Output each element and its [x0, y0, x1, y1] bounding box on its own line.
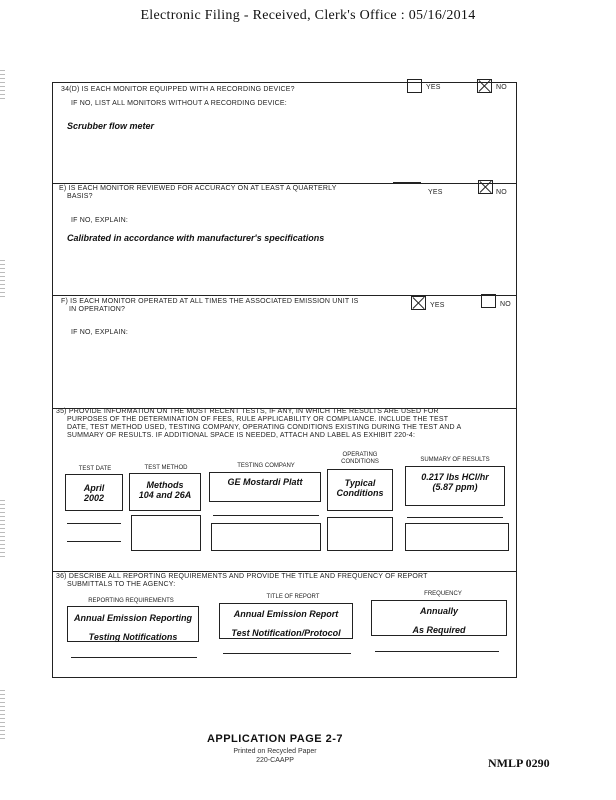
report-title-2: Test Notification/Protocol — [231, 628, 341, 638]
q34e-question-line1: E) IS EACH MONITOR REVIEWED FOR ACCURACY ON AT LEAST A QUARTERLY — [59, 185, 337, 192]
q35-text-line1: 35) PROVIDE INFORMATION ON THE MOST RECENT TESTS, IF ANY, IN WHICH THE RESULTS ARE USED FOR — [56, 408, 439, 415]
form-code: 220-CAAPP — [256, 757, 294, 764]
scan-artifact — [0, 690, 5, 740]
q34d-no-label: NO — [496, 84, 507, 91]
conditions-line2: Conditions — [336, 488, 384, 498]
efiling-header: Electronic Filing - Received, Clerk's Office : 05/16/2014 — [140, 8, 476, 23]
q36-text-line1: 36) DESCRIBE ALL REPORTING REQUIREMENTS AND PROVIDE THE TITLE AND FREQUENCY OF REPORT — [56, 573, 428, 580]
scan-artifact — [0, 70, 5, 100]
test-date-line1: April — [83, 483, 105, 493]
q35-text-line2: PURPOSES OF THE DETERMINATION OF FEES, RULE APPLICABILITY OR COMPLIANCE. INCLUDE THE TEST — [67, 416, 449, 423]
frequency-2: As Required — [412, 625, 466, 635]
testing-company-box — [209, 472, 321, 502]
col-operating-line2: CONDITIONS — [341, 459, 379, 465]
blank-line — [71, 657, 197, 658]
operating-conditions-box-blank — [327, 517, 393, 551]
q34d-sub-prompt: IF NO, LIST ALL MONITORS WITHOUT A RECORDING DEVICE: — [71, 100, 287, 107]
operating-conditions-box — [327, 469, 393, 511]
q34e-yes-label: YES — [428, 189, 443, 196]
conditions-line1: Typical — [344, 478, 376, 488]
q36-text-line2: SUBMITTALS TO THE AGENCY: — [67, 581, 176, 588]
q34d-question: 34(D) IS EACH MONITOR EQUIPPED WITH A RECORDING DEVICE? — [61, 86, 295, 93]
results-line2: (5.87 ppm) — [432, 482, 478, 492]
test-date-box — [65, 474, 123, 511]
q34e-question-line2: BASIS? — [67, 193, 93, 200]
blank-line — [67, 523, 121, 524]
report-title-1: Annual Emission Report — [233, 609, 339, 619]
q34f-yes-checkbox[interactable] — [411, 296, 426, 310]
test-method-line1: Methods — [146, 480, 184, 490]
q34e-answer: Calibrated in accordance with manufacturer's specifications — [67, 233, 325, 243]
blank-line — [407, 517, 503, 518]
test-method-box-blank — [131, 515, 201, 551]
blank-line — [375, 651, 499, 652]
q34d-no-checkbox[interactable] — [477, 79, 492, 93]
test-method-line2: 104 and 26A — [138, 490, 192, 500]
col-test-method: TEST METHOD — [144, 465, 188, 471]
q34f-question-line2: IN OPERATION? — [69, 306, 126, 313]
q34d-yes-checkbox[interactable] — [407, 79, 422, 93]
section-divider — [53, 295, 516, 296]
q34f-question-line1: F) IS EACH MONITOR OPERATED AT ALL TIMES THE ASSOCIATED EMISSION UNIT IS — [61, 298, 359, 305]
col-frequency: FREQUENCY — [424, 591, 462, 597]
application-page-title: APPLICATION PAGE 2-7 — [206, 733, 344, 745]
requirement-1: Annual Emission Reporting — [73, 613, 192, 623]
col-reporting-requirements: REPORTING REQUIREMENTS — [88, 598, 174, 604]
q34f-yes-label: YES — [430, 302, 445, 309]
q35-text-line4: SUMMARY OF RESULTS. IF ADDITIONAL SPACE IS NEEDED, ATTACH AND LABEL AS EXHIBIT 220-4: — [67, 432, 416, 439]
summary-results-box — [405, 466, 505, 506]
scan-artifact — [0, 500, 5, 560]
nmlp-page-number: NMLP 0290 — [488, 756, 550, 770]
test-method-box — [129, 473, 201, 511]
application-form — [52, 82, 517, 678]
q34e-no-checkbox[interactable] — [478, 180, 493, 194]
q34d-yes-label: YES — [426, 84, 441, 91]
q34e-yes-blank — [393, 182, 421, 183]
blank-line — [223, 653, 351, 654]
recycled-paper-note: Printed on Recycled Paper — [233, 748, 317, 755]
requirement-2: Testing Notifications — [88, 632, 178, 642]
blank-line — [213, 515, 319, 516]
q34d-answer: Scrubber flow meter — [67, 121, 155, 131]
frequency-1: Annually — [419, 606, 458, 616]
col-testing-company: TESTING COMPANY — [237, 463, 295, 469]
q34f-sub-prompt: IF NO, EXPLAIN: — [71, 329, 129, 336]
testing-company-box-blank — [211, 523, 321, 551]
testing-company: GE Mostardi Platt — [227, 477, 303, 487]
q35-text-line3: DATE, TEST METHOD USED, TESTING COMPANY, OPERATING CONDITIONS EXISTING DURING THE TEST AND A — [67, 424, 462, 431]
q34e-no-label: NO — [496, 189, 507, 196]
q34f-no-checkbox[interactable] — [481, 294, 496, 308]
results-line1: 0.217 lbs HCl/hr — [421, 472, 489, 482]
col-title-of-report: TITLE OF REPORT — [266, 594, 320, 600]
scan-artifact — [0, 260, 5, 300]
section-divider — [53, 183, 516, 184]
summary-results-box-blank — [405, 523, 509, 551]
section-divider — [53, 571, 516, 572]
blank-line — [67, 541, 121, 542]
test-date-line2: 2002 — [83, 493, 105, 503]
q34f-no-label: NO — [500, 301, 511, 308]
col-operating-line1: OPERATING — [342, 452, 378, 458]
col-test-date: TEST DATE — [78, 466, 112, 472]
col-summary: SUMMARY OF RESULTS — [420, 457, 490, 463]
q34e-sub-prompt: IF NO, EXPLAIN: — [71, 217, 129, 224]
